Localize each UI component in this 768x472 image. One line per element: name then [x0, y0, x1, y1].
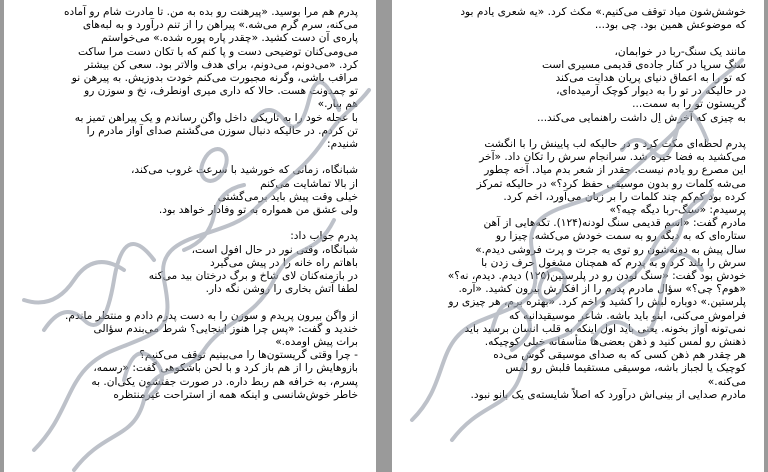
text-line: باهاتم راه خانه را در پیش می‌گیرد — [209, 256, 358, 269]
text-line: پرسیدم: «سنگ-ربا دیگه چیه؟» — [609, 204, 746, 217]
text-line: پسرم، به خرافه هم ربط داره. در صورت جفتشون یکی‌ان. به — [91, 375, 358, 388]
right-page — [392, 0, 764, 472]
text-line: مانند یک سنگ-ربا در خوابمان، — [614, 45, 746, 58]
text-line: کوچیک یا لجباز باشه، موسیقی مستقیما قلبش رو لمس — [505, 362, 746, 375]
text-line: ستاره‌ای که به دیگه رو به سمت خودش می‌کشه. چیزا رو — [495, 230, 746, 243]
text-line: پدرم هم مرا بوسید. «پیرهنت رو بده به من. تا مادرت شام رو آماده — [63, 6, 358, 18]
text-line: در حالیکه در تو را به دیوار کوچک آرمیده‌ای، — [556, 85, 746, 98]
left-page — [4, 0, 376, 472]
text-line: که موضوعش همین بود. چی بود... — [594, 19, 746, 32]
text-line: پدرم جواب داد: — [290, 230, 358, 243]
text-line: شبانگاه، وقتی نور در حال افول است، — [191, 243, 358, 256]
blank-line — [414, 32, 746, 45]
text-line: پلرستین.» دوباره لبش را کشید و اخم کرد. «بهتره برم، هر چیزی رو — [448, 296, 746, 309]
text-line: از بالا تماشایت می‌کنم — [260, 177, 358, 190]
text-line: از واگن بیرون پریدم و سوزن را به دست پدرم دادم و منتظر ماندم. — [65, 309, 358, 322]
text-line: خاطر خوش‌شانسی و اینکه همه از استراحت غیرمنتظره — [113, 388, 358, 401]
text-line: خودش بود گفت: «سنگ لودن رو در پلرستین(۱۲۵) دیدم. دیدم، نه؟» — [447, 270, 746, 283]
text-line: می‌ومی‌کنان توضیحی دست و پا کنم که با تکان دست مرا ساکت — [78, 45, 358, 58]
right-page-text — [414, 6, 746, 402]
text-line: می‌شه کلمات رو بدون موسیقی حفظ کرد؟» در حالیکه تمرکز — [476, 177, 746, 190]
text-line: ذهنش رو لمس کنید و ذهن بعضی‌ها متأسفانه خیلی کوچیکه. — [484, 336, 746, 349]
text-line: نمی‌تونه آواز بخونه. یعنی باید اول اینکه به قلب انسان برسید باید — [464, 322, 746, 335]
text-line: شبانگاه، زمانی که خورشید با سرعت غروب می‌کند، — [131, 164, 358, 177]
text-line: - چرا وقتی گریستون‌ها را می‌بینیم توقف می‌کنیم؟ — [139, 349, 358, 362]
text-line: بازوهایش را از هم باز کرد و با لحن باشکوهی گفت: «رسمه، — [93, 362, 358, 375]
text-line: در بازمنه‌کنان لای شاخ و برگ درختان بید می‌کنه — [148, 270, 358, 283]
text-line: مراقب باشی، وگرنه مجبورت می‌کنم خودت بدوزیش. به پیرهن نو — [71, 72, 358, 85]
text-line: مادرم صدایی از بینی‌اش درآورد که اصلاً شایسته‌ی یک بانو نبود. — [470, 388, 746, 401]
text-line: کرد. «می‌دونم، می‌دونم، برای هدف والاتر بود. سعی کن بیشتر — [84, 58, 358, 71]
text-line: لطفا آتش بخاری را روشن نگه دار. — [205, 283, 358, 296]
text-line: فراموش می‌کنی، ابنو باید باشه. شاعر موسیقیدانیه که — [509, 309, 746, 322]
text-line: می‌کنه.» — [707, 375, 746, 388]
text-line: شنیدم: — [327, 138, 358, 151]
text-line: سنگ سرپا در کنار جاده‌ی قدیمی مسیری است — [542, 58, 746, 71]
text-line: سرش را بلند کرد و به پدرم که همچنان مشغول حرف زدن با — [481, 256, 746, 269]
blank-line — [26, 296, 358, 309]
text-line: هم بیار.» — [317, 98, 358, 111]
text-line: مادرم گفت: «اسم قدیمی سنگ لودنه(۱۲۴). تکه‌هایی از آهن — [483, 217, 746, 230]
left-page-text — [26, 6, 358, 402]
text-line: خندید و گفت: «پس چرا هنوز اینجایی؟ شرط می‌بندم سؤالی — [93, 322, 358, 335]
text-line: این مصرع رو یادم نیست. چقدر از شعر بدم میاد. آخه چطور — [484, 164, 746, 177]
text-line: به چیزی که آخرش اِل داشت راهنمایی می‌کند... — [536, 111, 746, 124]
text-line: پاره‌ی آن دست کشید. «چقدر پاره پوره شده.» می‌خواستم — [101, 32, 358, 45]
text-line: گریستون تو را به سمت... — [632, 98, 746, 111]
text-line: «هوم؟ چی؟» سؤال مادرم پدرم را از افکارش بیرون کشید. «آره. — [458, 283, 746, 296]
text-line: سال پیش به دونه‌شون رو توی یه جرت و پرت فروشی دیدم.» — [475, 243, 746, 256]
text-line: تن کردم. در حالیکه دنبال سوزن می‌گشتم صدای آواز مادرم را — [86, 124, 358, 137]
blank-line — [26, 151, 358, 164]
text-line: که تو را به اعماق دنیای پریان هدایت می‌کند — [555, 72, 746, 84]
text-line: با عجله خود را به تاریکی داخل واگن رساندم و یک پیراهن تمیز به — [74, 111, 358, 124]
blank-line — [414, 125, 746, 138]
text-line: برات پیش اومده.» — [275, 336, 358, 349]
text-line: می‌کنه، سرم گرم می‌شه.» پیراهن را از تنم درآورد و به لبه‌های — [82, 19, 358, 32]
text-line: ولی عشق من همواره به تو وفادار خواهد بود. — [158, 204, 358, 217]
text-line: هر چقدر هم ذهن کسی که به صدای موسیقی گوش می‌ده — [493, 349, 746, 362]
blank-line — [26, 217, 358, 230]
text-line: کرده بود کم‌کم چند کلمات را بر زبان می‌آورد، اخم کرد. — [503, 190, 746, 203]
text-line: می‌کشید به فضا خیره شد. سرانجام سرش را تکان داد. «آخر — [479, 151, 746, 164]
text-line: خیلی وقت پیش باید برمی‌گشتی — [217, 190, 358, 203]
text-line: پدرم لحظه‌ای مکث کرد و در حالیکه لب پایینش را با انگشت — [484, 138, 746, 150]
text-line: خوشش‌شون میاد توقف می‌کنیم.» مکث کرد. «یه شعری یادم بود — [460, 6, 746, 18]
text-line: تو چمدونت هست. حالا که داری میری اونطرف، نخ و سوزن رو — [84, 85, 358, 98]
